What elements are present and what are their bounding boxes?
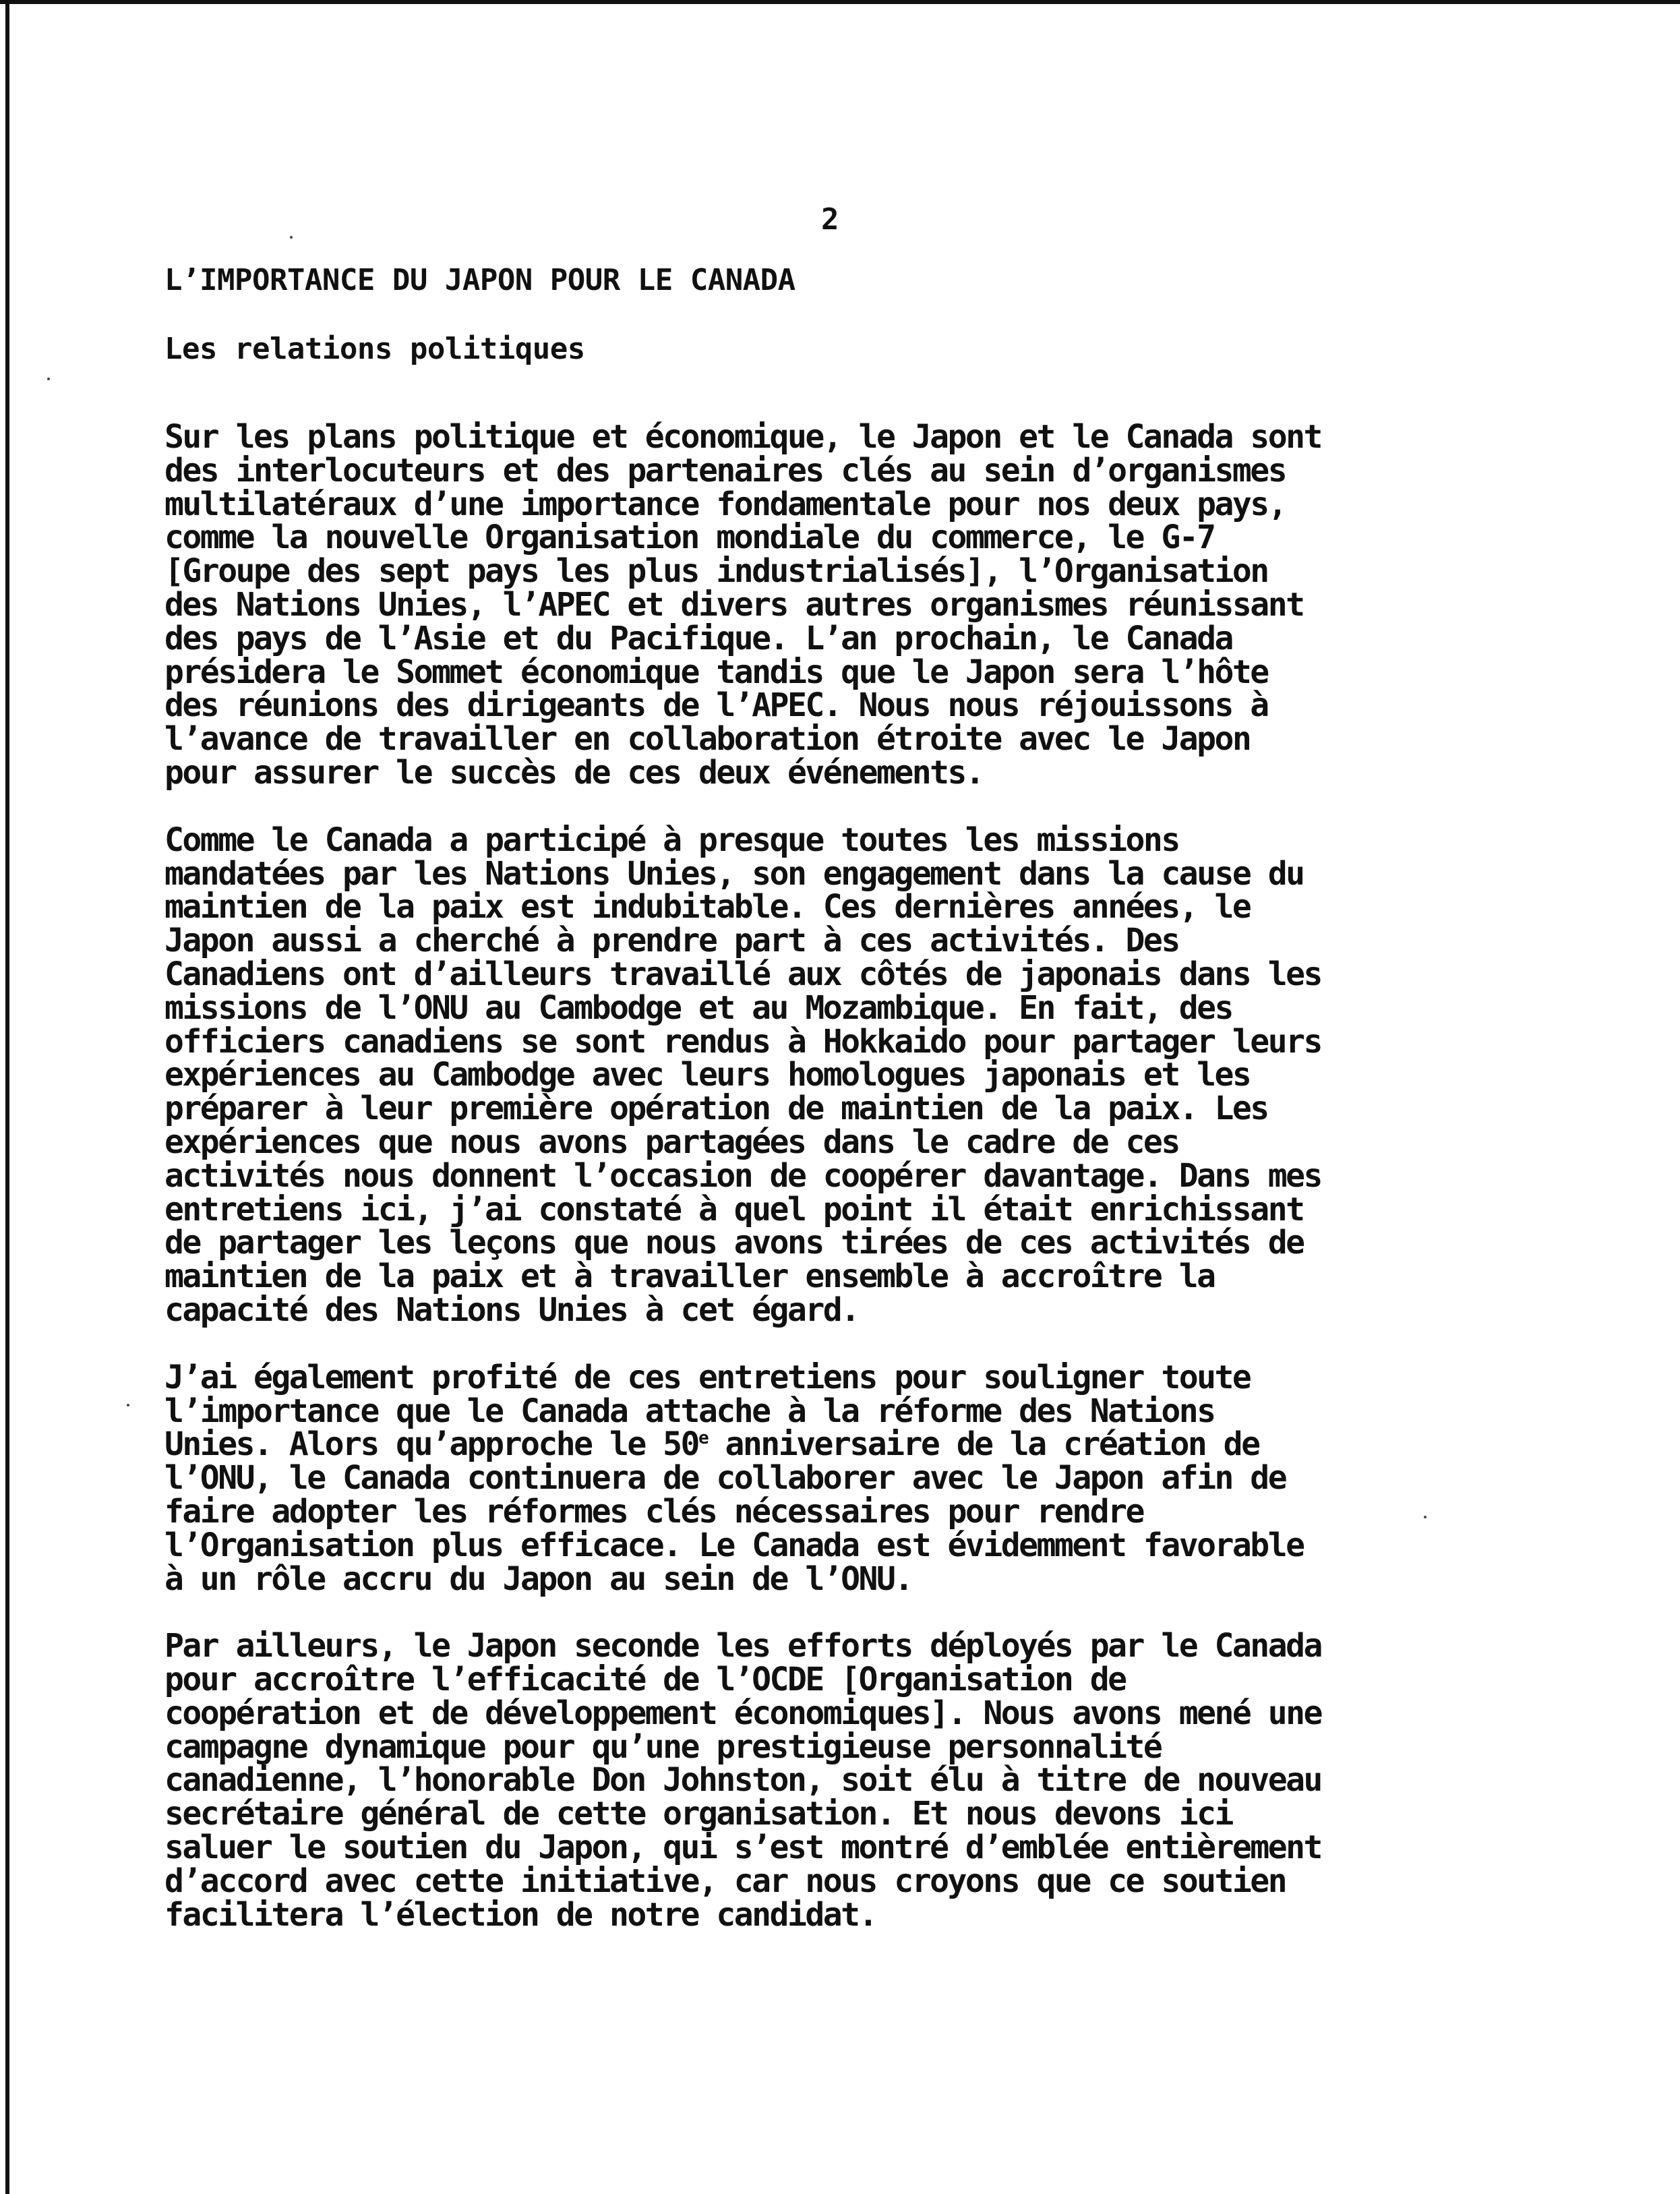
text-line: présidera le Sommet économique tandis que le Japon sera l’hôte [164, 653, 1268, 691]
text-line: capacité des Nations Unies à cet égard. [164, 1291, 859, 1329]
text-line: facilitera l’élection de notre candidat. [164, 1895, 876, 1934]
scan-border-left [5, 0, 9, 2194]
text-line: Japon aussi a cherché à prendre part à ces activités. Des [164, 922, 1179, 960]
text-line: Par ailleurs, le Japon seconde les efforts déployés par le Canada [164, 1627, 1321, 1665]
text-line-with-superscript [164, 1425, 1533, 1464]
text-line: canadienne, l’honorable Don Johnston, soit élu à titre de nouveau [164, 1761, 1321, 1800]
scan-border-top [0, 0, 1680, 4]
paragraph-peacekeeping [164, 821, 1533, 1329]
text-line: l’importance que le Canada attache à la réforme des Nations [164, 1392, 1215, 1430]
text-line: des interlocuteurs et des partenaires clés au sein d’organismes [164, 451, 1286, 490]
text-line: pour accroître l’efficacité de l’OCDE [Organisation de [164, 1661, 1126, 1699]
text-line: officiers canadiens se sont rendus à Hokkaido pour partager leurs [164, 1022, 1321, 1061]
text-line: J’ai également profité de ces entretiens pour souligner toute [164, 1358, 1251, 1396]
paragraph-un-reform [164, 1358, 1533, 1598]
text-segment: Unies. Alors qu’approche le 50 [164, 1425, 698, 1464]
section-title: L’IMPORTANCE DU JAPON POUR LE CANADA [164, 263, 796, 297]
text-line: activités nous donnent l’occasion de coopérer davantage. Dans mes [164, 1156, 1321, 1195]
text-line: maintien de la paix et à travailler ensemble à accroître la [164, 1257, 1215, 1296]
text-line: secrétaire général de cette organisation. Et nous devons ici [164, 1795, 1232, 1833]
text-line: pour assurer le succès de ces deux événements. [164, 753, 984, 792]
text-line: entretiens ici, j’ai constaté à quel point il était enrichissant [164, 1190, 1304, 1228]
text-line: de partager les leçons que nous avons tirées de ces activités de [164, 1224, 1304, 1262]
scan-speck [47, 378, 50, 380]
paragraph-political-partners [164, 418, 1533, 792]
text-line: Canadiens ont d’ailleurs travaillé aux côtés de japonais dans les [164, 955, 1321, 993]
text-line: multilatéraux d’une importance fondamentale pour nos deux pays, [164, 485, 1286, 523]
text-line: expériences que nous avons partagées dans le cadre de ces [164, 1123, 1179, 1161]
text-line: saluer le soutien du Japon, qui s’est montré d’emblée entièrement [164, 1829, 1321, 1867]
text-line: des réunions des dirigeants de l’APEC. Nous nous réjouissons à [164, 686, 1268, 725]
text-line: maintien de la paix est indubitable. Ces dernières années, le [164, 888, 1251, 926]
text-line: l’Organisation plus efficace. Le Canada est évidemment favorable [164, 1526, 1304, 1564]
text-line: préparer à leur première opération de maintien de la paix. Les [164, 1090, 1268, 1128]
scan-speck [127, 1404, 129, 1406]
text-line: des pays de l’Asie et du Pacifique. L’an prochain, le Canada [164, 619, 1232, 657]
text-line: expériences au Cambodge avec leurs homologues japonais et les [164, 1056, 1251, 1094]
text-line: l’avance de travailler en collaboration étroite avec le Japon [164, 720, 1251, 759]
text-line: Comme le Canada a participé à presque toutes les missions [164, 821, 1179, 859]
document-body [164, 263, 1533, 1965]
text-line: Sur les plans politique et économique, le Japon et le Canada sont [164, 418, 1321, 456]
text-line: des Nations Unies, l’APEC et divers autres organismes réunissant [164, 585, 1304, 624]
text-line: l’ONU, le Canada continuera de collaborer avec le Japon afin de [164, 1459, 1286, 1498]
ordinal-superscript: e [698, 1428, 708, 1449]
paragraph-oecd [164, 1627, 1533, 1934]
text-line: coopération et de développement économiques]. Nous avons mené une [164, 1694, 1321, 1732]
text-line: comme la nouvelle Organisation mondiale du commerce, le G-7 [164, 518, 1215, 557]
text-line: campagne dynamique pour qu’une prestigieuse personnalité [164, 1727, 1162, 1766]
scan-speck [290, 236, 293, 239]
page-number: 2 [821, 202, 839, 237]
text-line: à un rôle accru du Japon au sein de l’ONU. [164, 1560, 912, 1598]
text-segment: anniversaire de la création de [707, 1425, 1259, 1464]
text-line: missions de l’ONU au Cambodge et au Mozambique. En fait, des [164, 988, 1232, 1027]
text-line: mandatées par les Nations Unies, son engagement dans la cause du [164, 854, 1304, 893]
subsection-title: Les relations politiques [164, 332, 585, 366]
text-line: faire adopter les réformes clés nécessaires pour rendre [164, 1492, 1143, 1531]
text-line: d’accord avec cette initiative, car nous croyons que ce soutien [164, 1862, 1286, 1900]
text-line: [Groupe des sept pays les plus industrialisés], l’Organisation [164, 552, 1268, 591]
